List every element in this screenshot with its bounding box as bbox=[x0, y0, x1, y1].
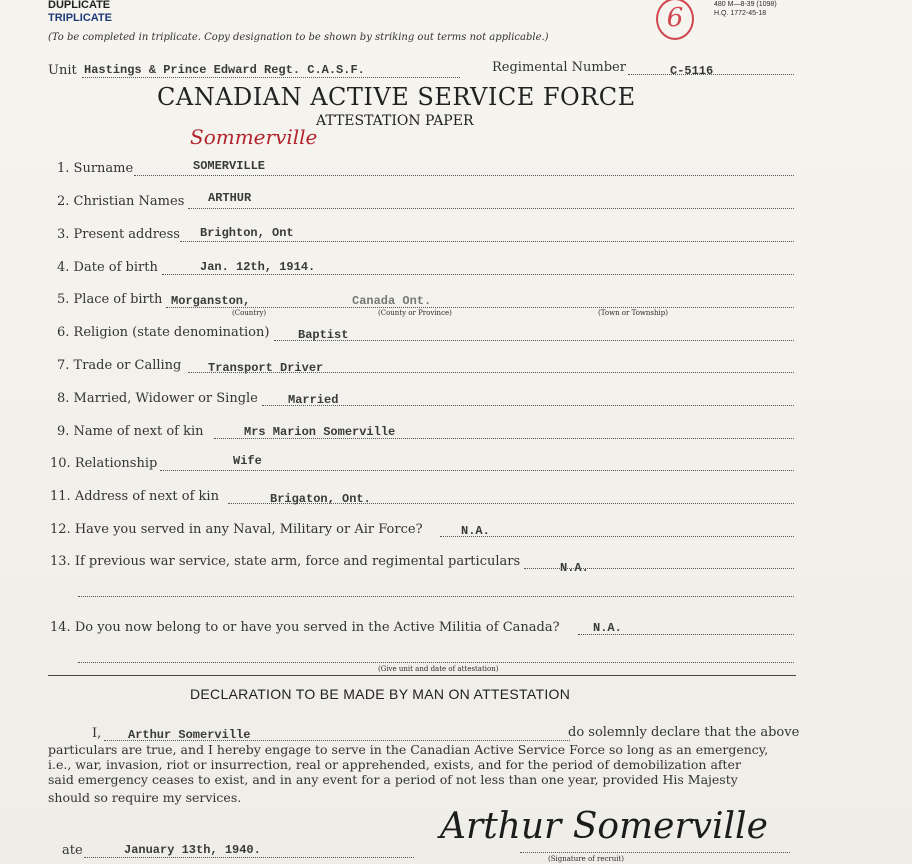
declaration-suffix: do solemnly declare that the above bbox=[568, 725, 800, 740]
handwritten-surname: Sommerville bbox=[190, 125, 318, 149]
field-1-label: 1. Surname bbox=[57, 161, 134, 176]
field-12-label: 12. Have you served in any Naval, Military or Air Force? bbox=[50, 522, 423, 537]
declaration-line-4: said emergency ceases to exist, and in any event for a period of not less than one year, provided His Majesty bbox=[48, 772, 738, 787]
section-divider bbox=[48, 675, 796, 676]
field-5-line bbox=[166, 307, 794, 308]
field-8-value: Married bbox=[288, 393, 339, 407]
field-13-line bbox=[524, 568, 794, 569]
field-14-note: (Give unit and date of attestation) bbox=[378, 665, 499, 673]
field-1-value: SOMERVILLE bbox=[193, 159, 266, 173]
field-10-label: 10. Relationship bbox=[50, 456, 158, 471]
field-5-value2: Canada Ont. bbox=[352, 294, 432, 308]
date-line bbox=[84, 857, 414, 858]
field-5-label: 5. Place of birth bbox=[57, 292, 163, 307]
field-7-value: Transport Driver bbox=[208, 361, 324, 375]
field-6-line bbox=[274, 340, 794, 341]
field-3-label: 3. Present address bbox=[57, 227, 180, 242]
declaration-heading: DECLARATION TO BE MADE BY MAN ON ATTESTATION bbox=[190, 686, 571, 702]
signature-line bbox=[520, 852, 790, 853]
field-11-label: 11. Address of next of kin bbox=[50, 489, 219, 504]
form-code-2: H.Q. 1772-45-18 bbox=[714, 10, 767, 17]
field-1-line bbox=[134, 175, 794, 176]
field-14-line-2 bbox=[78, 662, 794, 663]
unit-label: Unit bbox=[48, 63, 77, 78]
field-4-line bbox=[162, 274, 794, 275]
field-14-value: N.A. bbox=[593, 621, 622, 635]
sub-country: (Country) bbox=[232, 309, 267, 317]
sub-town: (Town or Township) bbox=[598, 309, 668, 317]
copy-instruction: (To be completed in triplicate. Copy designation to be shown by striking out terms not applicable.) bbox=[48, 32, 549, 43]
recruit-signature: Arthur Somerville bbox=[440, 806, 768, 847]
form-code-1: 480 M—8-39 (1098) bbox=[714, 1, 777, 8]
copy-triplicate: TRIPLICATE bbox=[48, 12, 112, 24]
field-13-value: N.A. bbox=[560, 561, 589, 575]
field-5-value: Morganston, bbox=[171, 294, 251, 308]
field-7-label: 7. Trade or Calling bbox=[57, 358, 182, 373]
declaration-name: Arthur Somerville bbox=[128, 728, 251, 742]
field-10-value: Wife bbox=[233, 454, 262, 468]
field-9-line bbox=[214, 438, 794, 439]
form-title: CANADIAN ACTIVE SERVICE FORCE bbox=[157, 83, 636, 111]
field-6-label: 6. Religion (state denomination) bbox=[57, 325, 270, 340]
field-13-label: 13. If previous war service, state arm, force and regimental particulars bbox=[50, 554, 521, 569]
field-8-line bbox=[262, 405, 794, 406]
field-9-label: 9. Name of next of kin bbox=[57, 424, 204, 439]
field-7-line bbox=[188, 372, 794, 373]
field-2-line bbox=[188, 208, 794, 209]
field-12-value: N.A. bbox=[461, 524, 490, 538]
regimental-label: Regimental Number bbox=[492, 60, 626, 75]
field-11-value: Brigaton, Ont. bbox=[270, 492, 371, 506]
field-11-line bbox=[228, 503, 794, 504]
field-14-line bbox=[578, 634, 794, 635]
declaration-prefix: I, bbox=[92, 726, 102, 741]
declaration-line-3: i.e., war, invasion, riot or insurrection, real or apprehended, exists, and for the period of demobilization after bbox=[48, 757, 741, 772]
field-12-line bbox=[440, 536, 794, 537]
declaration-line-2: particulars are true, and I hereby engage to serve in the Canadian Active Service Force so long as an emergency, bbox=[48, 742, 769, 757]
signature-caption: (Signature of recruit) bbox=[548, 855, 625, 863]
sub-county: (County or Province) bbox=[378, 309, 452, 317]
date-label: ate bbox=[62, 843, 83, 858]
field-6-value: Baptist bbox=[298, 328, 349, 342]
field-4-value: Jan. 12th, 1914. bbox=[200, 260, 316, 274]
circled-number: 6 bbox=[656, 0, 694, 40]
field-3-value: Brighton, Ont bbox=[200, 226, 294, 240]
field-2-label: 2. Christian Names bbox=[57, 194, 185, 209]
declaration-name-line bbox=[104, 740, 570, 741]
regimental-value: C-5116 bbox=[670, 64, 714, 78]
field-8-label: 8. Married, Widower or Single bbox=[57, 391, 258, 406]
field-13-line-2 bbox=[78, 596, 794, 597]
date-value: January 13th, 1940. bbox=[124, 843, 261, 857]
copy-duplicate: DUPLICATE bbox=[48, 0, 111, 11]
unit-value: Hastings & Prince Edward Regt. C.A.S.F. bbox=[84, 63, 365, 77]
declaration-line-5: should so require my services. bbox=[48, 790, 242, 805]
field-4-label: 4. Date of birth bbox=[57, 260, 158, 275]
field-2-value: ARTHUR bbox=[208, 191, 252, 205]
regimental-line bbox=[628, 74, 794, 75]
unit-line bbox=[82, 77, 460, 78]
field-9-value: Mrs Marion Somerville bbox=[244, 425, 396, 439]
field-10-line bbox=[160, 470, 794, 471]
field-14-label: 14. Do you now belong to or have you served in the Active Militia of Canada? bbox=[50, 620, 560, 635]
form-subtitle: ATTESTATION PAPER bbox=[316, 113, 474, 129]
field-3-line bbox=[180, 241, 794, 242]
